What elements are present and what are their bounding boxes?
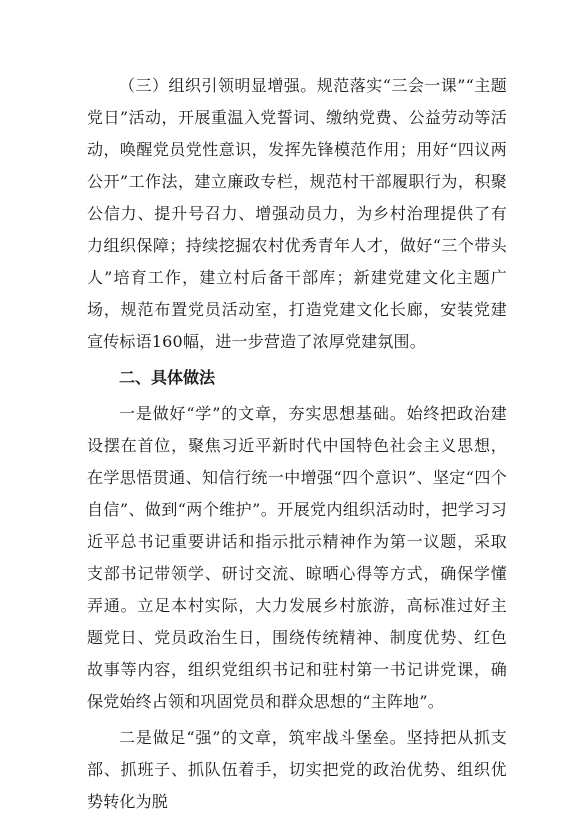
document-page xyxy=(87,70,507,818)
paragraph-strengthen-article: 二是做足“强”的文章，筑牢战斗堡垒。坚持把从抓支部、抓班子、抓队伍着手，切实把党的政治优势、组织优势转化为脱 xyxy=(87,728,507,811)
paragraph-organization-leadership: （三）组织引领明显增强。规范落实“三会一课”“主题党日”活动，开展重温入党誓词、缴纳党费、公益劳动等活动，唤醒党员党性意识，发挥先锋模范作用；用好“四议两公开”工作法，建立廉政专栏，规范村干部履职行为，积聚公信力、提升号召力、增强动员力，为乡村治理提供了有力组织保障；持续挖掘农村优秀青年人才，做好“三个带头人”培育工作，建立村后备干部库；新建党建文化主题广场，规范布置党员活动室，打造党建文化长廊，安装党建宣传标语160幅，进一步营造了浓厚党建氛围。 xyxy=(87,76,507,351)
section-heading-specific-practices: 二、具体做法 xyxy=(119,368,216,387)
paragraph-study-article: 一是做好“学”的文章，夯实思想基础。始终把政治建设摆在首位，聚焦习近平新时代中国特色社会主义思想，在学思悟贯通、知信行统一中增强“四个意识”、坚定“四个自信”、做到“两个维护”。开展党内组织活动时，把学习习近平总书记重要讲话和指示批示精神作为第一议题，采取支部书记带领学、研讨交流、晾晒心得等方式，确保学懂弄通。立足本村实际，大力发展乡村旅游，高标准过好主题党日、党员政治生日，围绕传统精神、制度优势、红色故事等内容，组织党组织书记和驻村第一书记讲党课，确保党始终占领和巩固党员和群众思想的“主阵地”。 xyxy=(87,404,507,711)
